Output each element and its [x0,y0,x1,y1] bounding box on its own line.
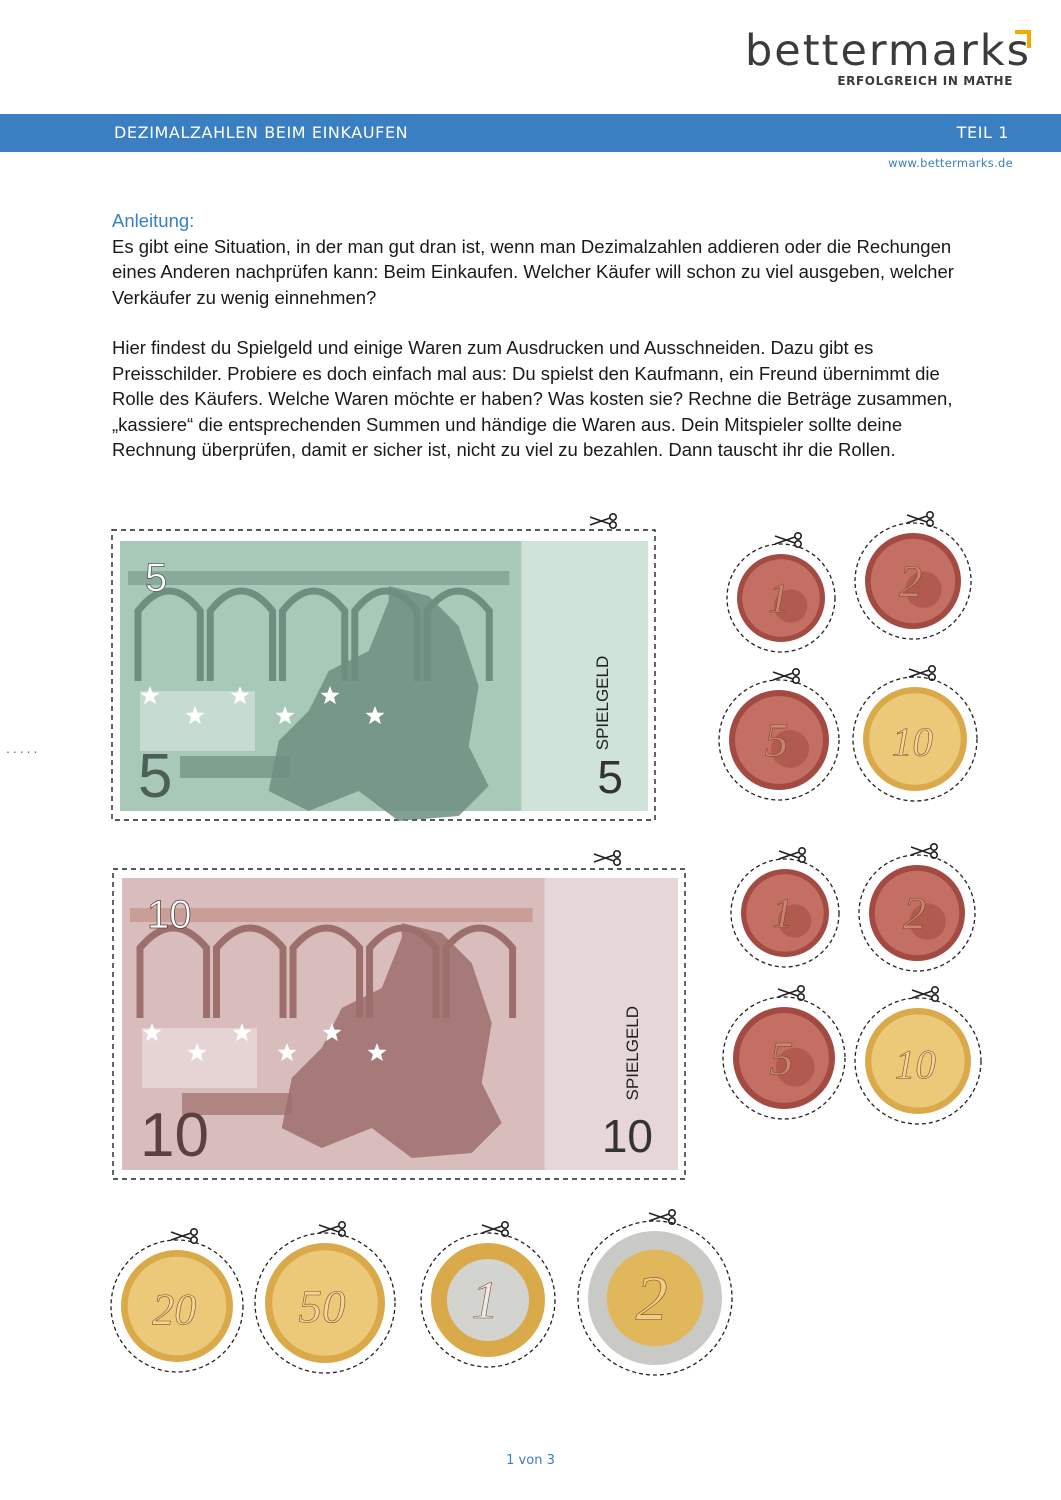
coin-10 [853,666,977,801]
coin-20 [111,1229,243,1372]
serial-strip [180,756,290,778]
note-value-top: 5 [145,556,168,600]
scissors-icon [319,1222,345,1236]
instructions-heading: Anleitung: [112,210,195,231]
spielgeld-label: SPIELGELD [623,1005,642,1101]
note-value-bottom: 10 [140,1101,209,1170]
coin-value: 2 [899,555,923,607]
page-number: 1 von 3 [506,1453,555,1468]
coin-2 [859,844,975,971]
note-value-top: 10 [147,893,192,937]
coin-value: 50 [298,1281,346,1334]
website-url: www.bettermarks.de [888,156,1013,170]
coin-value: 5 [769,1032,794,1086]
note-value-right: 10 [601,1110,653,1162]
bridge-deck [128,571,509,585]
scissors-icon [482,1222,508,1236]
scissors-icon [171,1229,197,1243]
instructions-paragraph-1: Es gibt eine Situation, in der man gut dran ist, wenn man Dezimalzahlen addieren oder die Rechungen eines Anderen nachprüfen kann: Beim Einkaufen. Welcher Käufer will schon zu viel ausgeben, welcher Verkäufer zu wenig einnehmen? [112,235,954,308]
coin-value: 1 [772,891,794,938]
coin-value: 10 [894,1040,936,1087]
worksheet-part: TEIL 1 [956,123,1009,142]
margin-marker: ..... [6,740,41,756]
coin-2 [855,512,971,639]
spielgeld-label: SPIELGELD [593,655,612,751]
coin-1 [731,848,839,967]
coin-2 [578,1210,732,1375]
coin-10 [855,987,981,1124]
coin-5 [723,986,845,1119]
coin-5 [719,669,839,800]
scissors-icon [590,514,616,528]
scissors-icon [594,851,620,865]
coin-value: 2 [635,1262,668,1334]
logo-wordmark: bettermarks [745,26,1032,76]
scissors-icon [909,666,935,680]
worksheet-title: DEZIMALZAHLEN BEIM EINKAUFEN [114,123,409,142]
coin-1 [727,533,835,652]
coin-value: 10 [891,718,933,765]
coin-value: 5 [764,714,789,767]
logo-tagline: ERFOLGREICH IN MATHE [837,74,1013,88]
coin-value: 1 [471,1270,499,1331]
instructions-paragraph-2: Hier findest du Spielgeld und einige Waren zum Ausdrucken und Ausschneiden. Dazu gibt es Preisschilder. Probiere es doch einfach mal aus: Du spielst den Kaufmann, ein Freund übernimmt die Rolle des Käufers. Welche Waren möchte er haben? Was kosten sie? Rechne die Beträge zusammen, „kassiere“ die entsprechenden Summen und händige die Waren aus. Dein Mitspieler sollte deine Rechnung überprüfen, damit er sicher ist, nicht zu viel zu bezahlen. Dann tauscht ihr die Rollen. [112,337,953,460]
note-value-right: 5 [597,751,623,803]
watermark-panel [142,1028,257,1088]
banknote-5 [112,514,655,821]
coin-value: 1 [768,576,790,623]
note-value-bottom: 5 [138,742,173,811]
coin-value: 2 [903,887,927,939]
coin-1 [421,1222,555,1367]
coin-50 [255,1222,395,1373]
banknote-10 [113,851,685,1179]
coin-value: 20 [152,1284,197,1334]
scissors-icon [649,1210,675,1224]
